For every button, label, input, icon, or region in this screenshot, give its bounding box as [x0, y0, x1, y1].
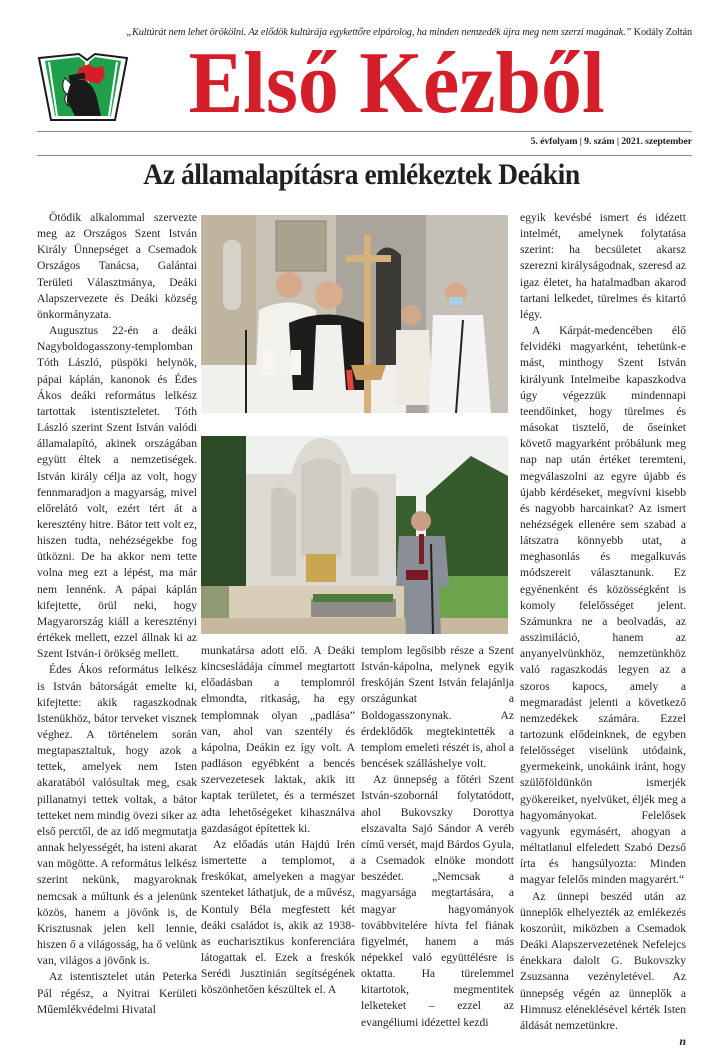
motto-quote: „Kultúrát nem lehet örökölni. Az elődök kultúrája egykettőre elpárolog, ha minden nemzedék újra meg nem szerzi magának.” — [126, 27, 632, 38]
paragraph: Ötödik alkalommal szervezte meg az Országos Szent István Király Ünnepséget a Csemadok Országos Tanácsa, Galántai Területi Választmánya, Deáki Alapszervezete és Deáki község önkormányzata. — [37, 211, 197, 321]
book-with-figure-logo-icon — [35, 50, 131, 122]
article-column-2 — [201, 643, 355, 998]
masthead-title: Első Kézből — [188, 35, 605, 132]
paragraph: Az ünnepség a főtéri Szent István-szobornál folytatódott, ahol Bukovszky Dorottya elszavalta Sajó Sándor A veréb című versét, majd Bárdos Gyula, a Csemadok elnöke mondott beszédet. „Nemcsak a magyarsága megtartására, a magyar hagyományok továbbvitelére hívta fel fiának figyelmét, hanem a más népekkel való együttélésre is oktatta. Ha türelemmel kitartotok, megmentitek lelketeket – ezzel az evangéliumi idézettel kezdi — [361, 773, 514, 1029]
article-column-1 — [37, 210, 197, 1018]
article-column-3 — [361, 643, 514, 1031]
masthead-divider-top — [37, 131, 692, 132]
issue-info: 5. évfolyam | 9. szám | 2021. szeptember — [530, 136, 692, 147]
motto-author: Kodály Zoltán — [633, 27, 692, 38]
article-column-4 — [520, 210, 686, 1050]
masthead-divider-bottom — [37, 155, 692, 156]
photo-statue-speech — [201, 436, 508, 634]
photo-church-service — [201, 215, 508, 413]
paragraph: Édes Ákos református lelkész is István bátorságát emelte ki, kifejtette: akik ragaszkodnak Istenükhöz, bátor terveket visznek véghez. A történelem során megtapasztaltuk, hogy azok a tettek, amelyek nem Isten akaratából valósultak meg, csak pillanatnyi tettek voltak, a bátor tetteket nem mindig övezi siker az első perctől, de az idő megmutatja annak helyességét, ha isteni akarat van mögötte. A református lelkész szerint nekünk, magyaroknak nemcsak a múltunk és a jelenünk közös, hanem a jövőnk is, de Krisztusnak jelen kell lennie, hiszen ő a világosság, ha ő velünk van, világos a jövőnk is. — [37, 663, 197, 968]
paragraph: Augusztus 22-én a deáki Nagyboldogasszony-templomban Tóth László, püspöki helynök, pápai káplán, kanonok és Édes Ákos deáki református lelkész tartottak istentiszteletet. Tóth László szerint Szent István valódi államalapító, akinek országában együtt éltek a nemzetiségek. István király célja az volt, hogy fennmaradjon a magyarság, mivel előrelátó volt, ezért tért át a keresztény hitre. Bátor tett volt ez, hiszen tudta, nehézségekbe fog ütközni. De ha akkor nem tette volna meg ezt a lépést, ma már nem lennénk. A pápai káplán kifejtette, örül neki, hogy Magyarország kiáll a keresztényi értékek mellett, ezzel állnak ki az Szent István-i örökség mellett. — [37, 324, 197, 661]
paragraph: Az ünnepi beszéd után az ünneplők elhelyezték az emlékezés koszorúit, miközben a Csemadok Deáki Alapszervezetének Nefelejcs énekkara dalolt G. Bukovszky Zsuzsanna vezényletével. Az ünnepség végén az ünneplők a Himnusz eléneklésével kérték Isten áldását nemzetünkre. — [520, 889, 686, 1032]
paragraph: A Kárpát-medencében élő felvidéki magyarként, tehetünk-e mást, minthogy Szent István királyunk Intelmeibe kapaszkodva úgy végezzük mindennapi teendőinket, hogy türelmes és másokat tisztelő, de őseinket követő magyarként próbálunk meg nap nap után értéket teremteni, megválaszolni az egyre újabb és újabb kérdéseket, megvívni kisebb és nagyobb harcainkat? Az ismert nehézségek ellenére sem szabad a látszatra könnyebb utat, a meghasonlás és megalkuvás módszereit választanunk. Ez egyénenként és közösségként is komoly felelősséget jelent. Számunkra ne a beolvadás, az asszimiláció, hanem az anyanyelvünkhöz, nemzetünkhöz való ragaszkodás legyen az a szoros kapocs, amely a megmaradást jelenti a következő nemzedékek számára. Ezzel tartozunk elődeinknek, de egyben felelősséget viselünk utódaink, gyermekeink, unokáink iránt, hogy szülőföldünkön ismerjék gyökereiket, nyelvüket, éljék meg a hagyományokat. Felelősek vagyunk egymásért, ahogyan a méltatlanul elfeledett Szabó Dezső írta és hangsúlyozta: Minden magyar felelős minden magyarért.“ — [520, 324, 686, 887]
paragraph: templom legősibb része a Szent István-kápolna, melynek egyik freskóján Szent István felajánlja országunkat a Boldogasszonynak. Az érdeklődők megtekintették a templom emeleti részét is, ahol a bencések szálláshelye volt. — [361, 644, 514, 771]
paragraph: Az istentisztelet után Peterka Pál régész, a Nyitrai Kerületi Műemlékvédelmi Hivatal — [37, 970, 197, 1016]
paragraph: egyik kevésbé ismert és idézett intelmét, amelynek folytatása szerint: ha becsületet akarsz szerezni királyságodnak, szeresd az igaz életet, ha hatalmadban akarod tartani lelkedet, türelmes és kitartó légy. — [520, 211, 686, 321]
article-headline: Az államalapításra emlékeztek Deákin — [143, 158, 580, 191]
paragraph: Az előadás után Hajdú Irén ismertette a templomot, a freskókat, amelyeken a magyar szenteket láthatjuk, de a művész, Kontuly Béla megfestett két deáki családot is, akik az 1938-as eucharisztikus konferenciára látogattak el. Ezek a freskók Serédi Jusztinián segítségének köszönhetően készültek el. A — [201, 837, 355, 997]
paragraph: munkatársa adott elő. A Deáki kincsesládája címmel megtartott előadásban a templomról elmondta, ritkaság, ha egy templomnak olyan „padlása” van, ahol van szentély és kápolna, Deákin ez így volt. A padláson egyébként a bencés szervezetesek laktak, akik itt kaptak területet, és a természet adta lehetőségeket kihasználva gazdaságot építettek ki. — [201, 644, 355, 835]
article-end-mark: n — [679, 1034, 686, 1048]
